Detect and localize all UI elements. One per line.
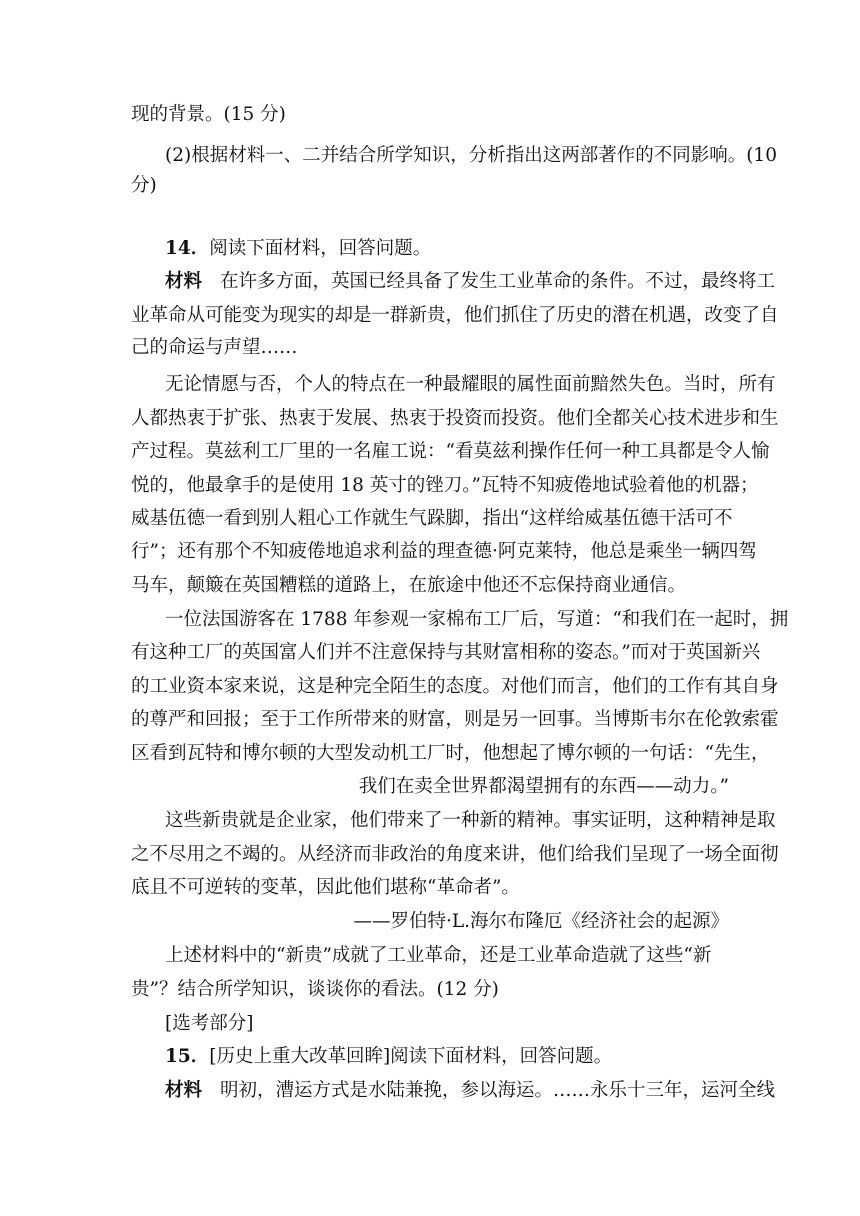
material-label: 材料 — [165, 271, 203, 292]
text-line: 产过程。莫兹利工厂里的一名雇工说：“看莫兹利操作任何一种工具都是令人愉 — [131, 441, 770, 462]
text-line: (2)根据材料一、二并结合所学知识，分析指出这两部著作的不同影响。(10 — [165, 145, 777, 166]
material-label: 材料 — [165, 1080, 203, 1101]
text-line: 区看到瓦特和博尔顿的大型发动机工厂时，他想起了博尔顿的一句话：“先生， — [131, 743, 770, 764]
material-line: 材料 在许多方面，英国已经具备了发生工业革命的条件。不过，最终将工 — [165, 271, 776, 292]
question-number: 15． — [165, 1046, 210, 1067]
text-line: 威基伍德一看到别人粗心工作就生气跺脚，指出“这样给威基伍德干活可不 — [131, 508, 733, 529]
text-line: 之不尽用之不竭的。从经济而非政治的角度来讲，他们给我们呈现了一场全面彻 — [131, 844, 779, 865]
text-line: 现的背景。(15 分) — [131, 104, 286, 125]
text-line: 一位法国游客在 1788 年参观一家棉布工厂后，写道：“和我们在一起时，拥 — [165, 609, 789, 630]
text-line: 分) — [131, 175, 157, 196]
text-line: 有这种工厂的英国富人们并不注意保持与其财富相称的姿态。”而对于英国新兴 — [131, 642, 761, 663]
text-line: 的工业资本家来说，这是种完全陌生的态度。对他们而言，他们的工作有其自身 — [131, 676, 779, 697]
text-line: 我们在卖全世界都渴望拥有的东西——动力。” — [358, 776, 729, 797]
text-line: 底且不可逆转的变革，因此他们堪称“革命者”。 — [131, 877, 520, 898]
question-15-heading: 15．[历史上重大改革回眸]阅读下面材料，回答问题。 — [165, 1046, 613, 1067]
text-line: 悦的，他最拿手的是使用 18 英寸的锉刀。”瓦特不知疲倦地试验着他的机器； — [131, 475, 759, 496]
text-line: 无论情愿与否，个人的特点在一种最耀眼的属性面前黯然失色。当时，所有 — [165, 374, 776, 395]
text-line: 的尊严和回报；至于工作所带来的财富，则是另一回事。当博斯韦尔在伦敦索霍 — [131, 709, 779, 730]
section-heading: [选考部分] — [165, 1013, 254, 1034]
material-line: 材料 明初，漕运方式是水陆兼挽，参以海运。……永乐十三年，运河全线 — [165, 1080, 776, 1101]
text-line: 上述材料中的“新贵”成就了工业革命，还是工业革命造就了这些“新 — [165, 945, 712, 966]
text-line: 这些新贵就是企业家，他们带来了一种新的精神。事实证明，这种精神是取 — [165, 810, 776, 831]
text-line: 己的命运与声望…… — [131, 337, 298, 358]
text-line: 贵”？结合所学知识，谈谈你的看法。(12 分) — [131, 979, 499, 1000]
text-line: 马车，颠簸在英国糟糕的道路上，在旅途中他还不忘保持商业通信。 — [131, 575, 687, 596]
text-line: 业革命从可能变为现实的却是一群新贵，他们抓住了历史的潜在机遇，改变了自 — [131, 305, 779, 326]
text-line: 行”；还有那个不知疲倦地追求利益的理查德·阿克莱特，他总是乘坐一辆四驾 — [131, 541, 757, 562]
question-number: 14． — [165, 238, 210, 259]
question-14-heading: 14．阅读下面材料，回答问题。 — [165, 238, 432, 259]
citation: ——罗伯特·L.海尔布隆厄《经济社会的起源》 — [353, 911, 729, 932]
text-line: 人都热衷于扩张、热衷于发展、热衷于投资而投资。他们全都关心技术进步和生 — [131, 408, 779, 429]
